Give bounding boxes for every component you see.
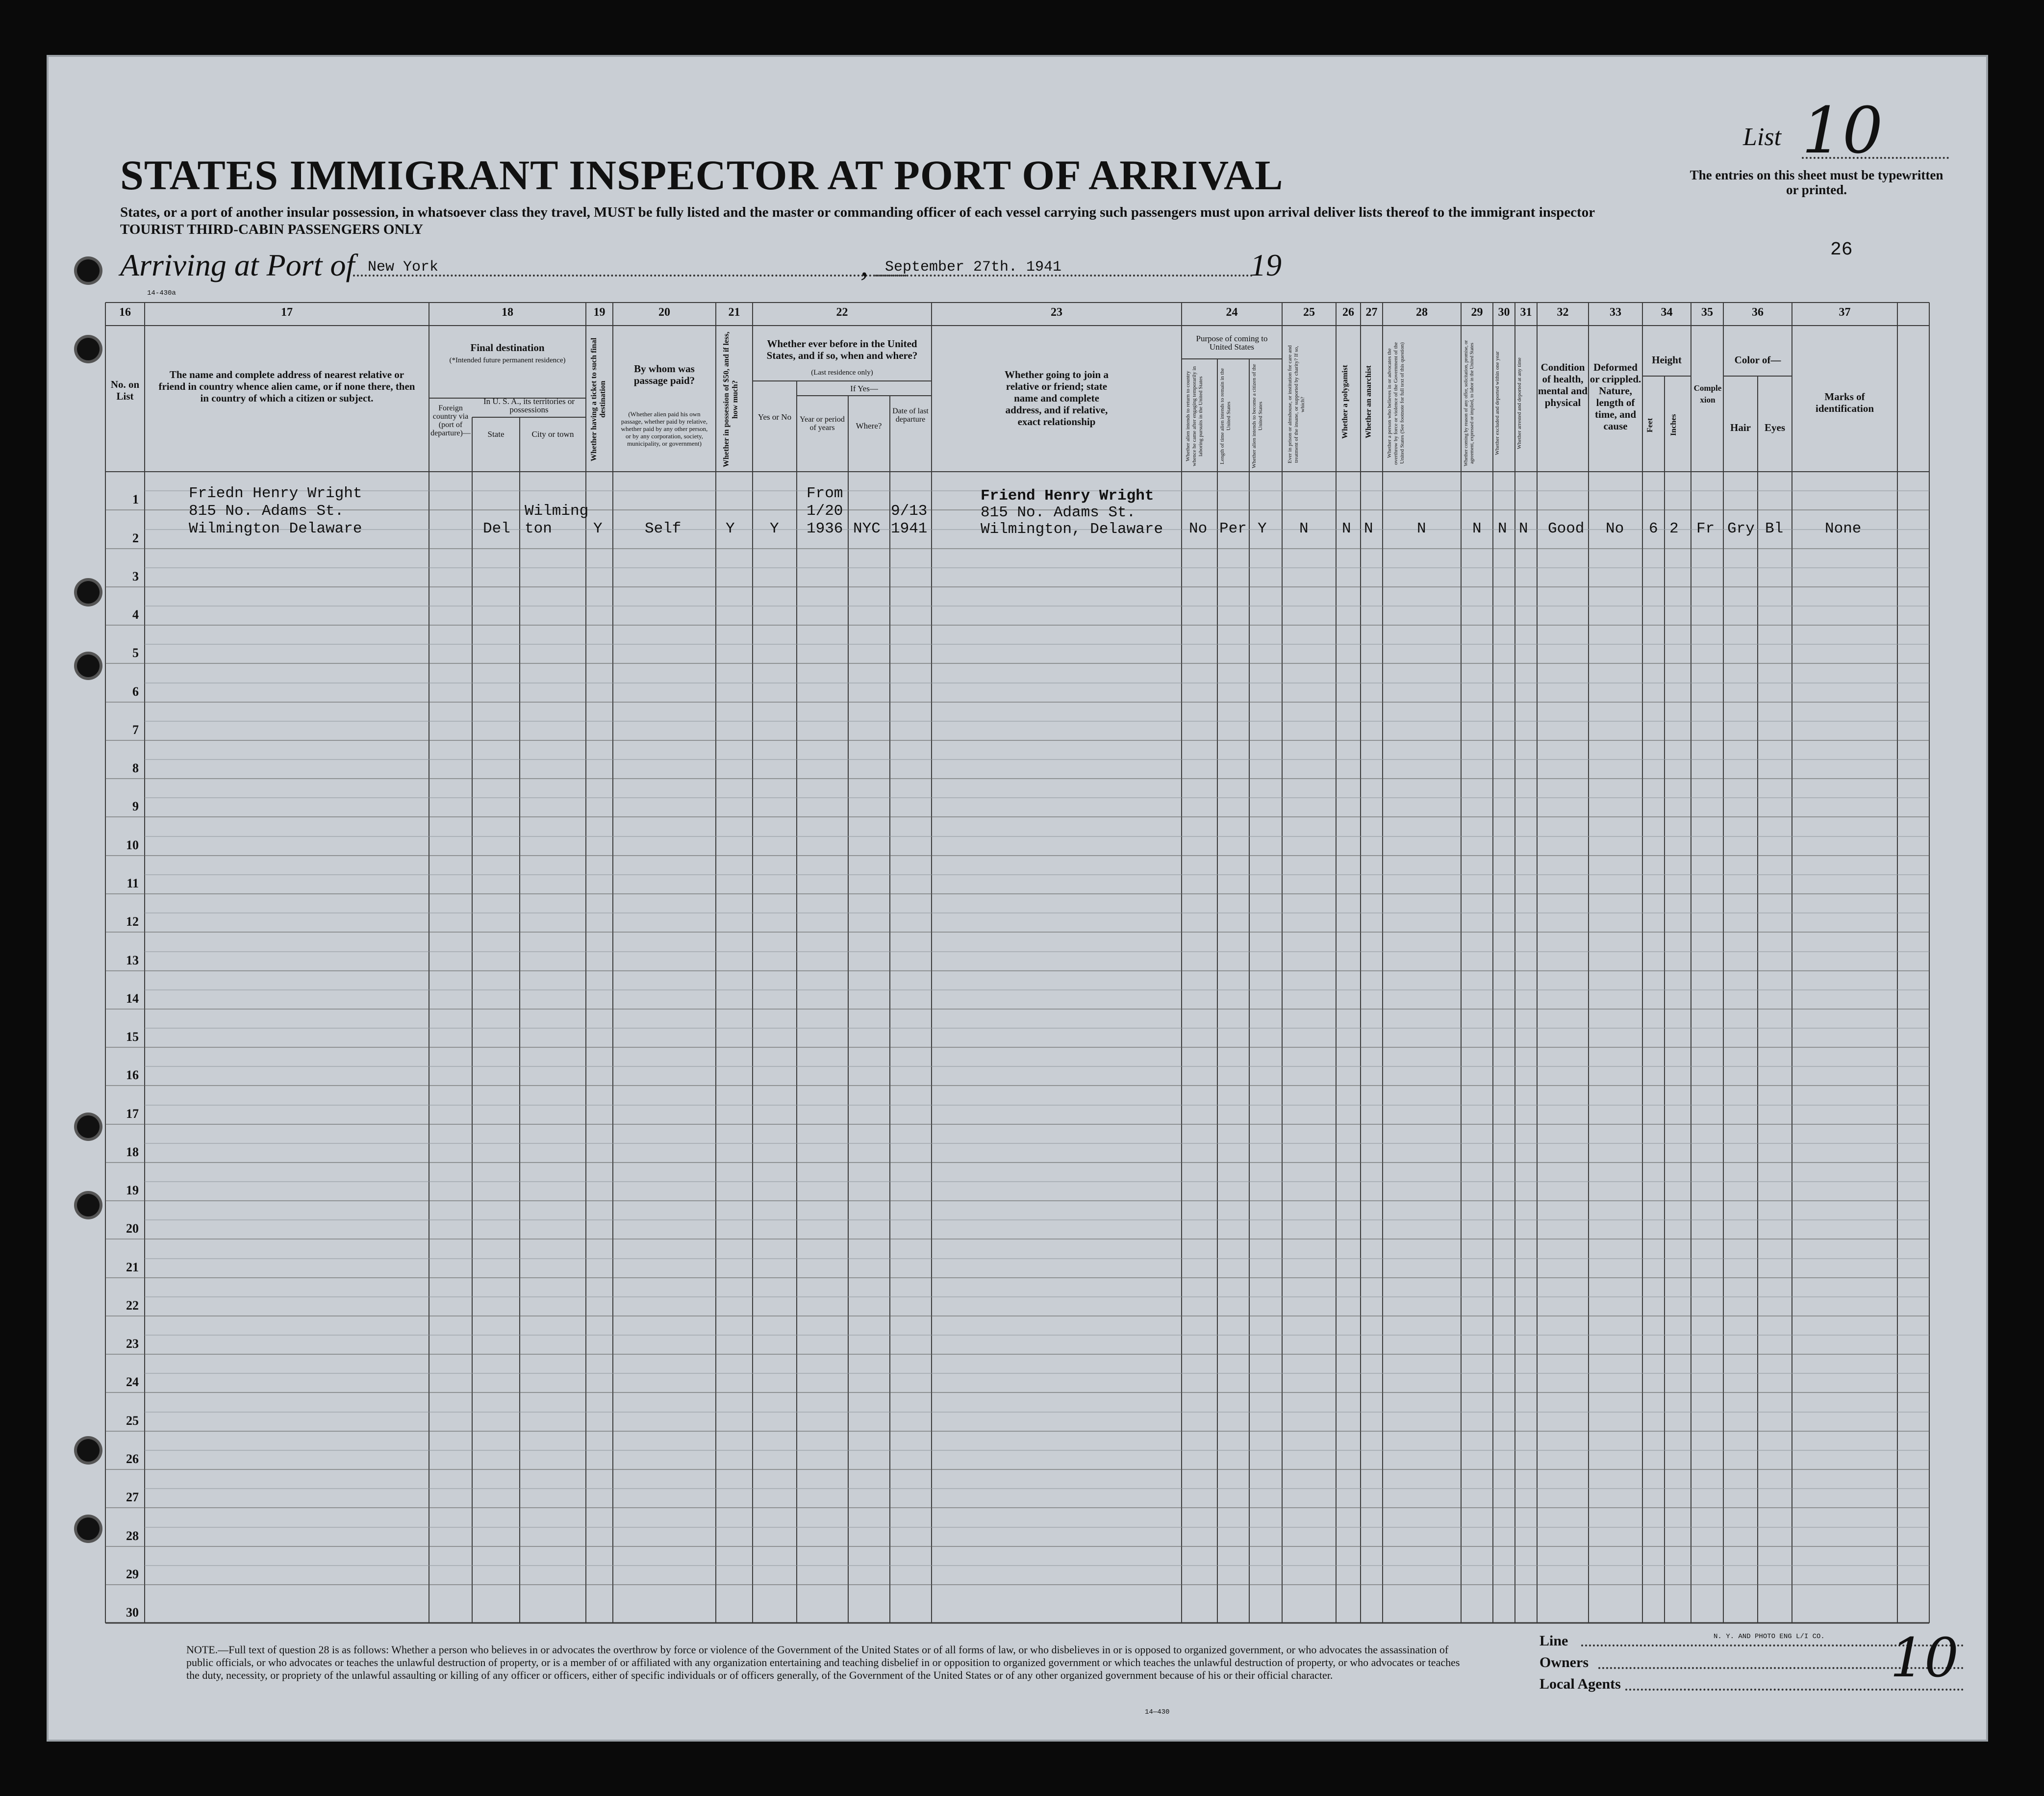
row-number: 11 (126, 876, 139, 890)
header-purpose-a: Whether alien intends to return to country whence he came after engaging temporarily in laboring pursuits in the United States (1185, 366, 1204, 467)
header-passage-paid-note: (Whether alien paid his own passage, whether paid by relative, whether paid by any other person, or by any corporation, society, municipality, or government) (621, 410, 708, 447)
footer-printer: N. Y. AND PHOTO ENG L/I CO. (1714, 1633, 1825, 1641)
header-eyes: Eyes (1765, 422, 1785, 433)
entry-1-q31: N (1519, 520, 1528, 537)
col-num-22: 22 (836, 306, 848, 319)
col-num-30: 30 (1498, 306, 1510, 319)
header-yes-or-no: Yes or No (757, 412, 792, 422)
port-value: New York (368, 259, 439, 276)
row-number: 17 (126, 1107, 139, 1121)
header-where: Where? (856, 421, 882, 430)
footnote-q28: NOTE.—Full text of question 28 is as follows: Whether a person who believes in or advocates the overthrow by force or violence of the Government of the United States or of all forms of law, or who disbelieves in or is opposed to organized government, or who advocates the assassination of public officials, or who advocates or teaches the unlawful destruction of property, or is a member of or affiliated with any organization entertaining and teaching disbelief in or opposition to organized government or which teaches the unlawful destruction of property, or who advocates or teaches the duty, necessity, or propriety of the unlawful assaulting or killing of any officer or officers, either of specific individuals or of officers generally, of the Government of the United States or of any other organized government because of his or their official character. (186, 1644, 1460, 1681)
row-number: 18 (126, 1145, 139, 1159)
col-num-24: 24 (1226, 306, 1238, 319)
header-q29: Whether coming by reason of any offer, solicitation, promise, or agreement, expressed or implied, to labor in the United States (1464, 340, 1475, 467)
entry-1-join-relative: Friend Henry Wright 815 No. Adams St. Wilmington, Delaware (981, 487, 1163, 538)
header-q28: Whether a person who believes in or advocates the overthrow by force or violence of the Government of the United States (See footnote for full text of this question) (1387, 342, 1405, 465)
header-polygamist: Whether a polygamist (1341, 365, 1349, 439)
row-number: 20 (126, 1221, 139, 1236)
header-deformed: Deformed or crippled. Nature, length of time, and cause (1590, 361, 1641, 432)
row-number: 6 (132, 684, 139, 699)
entry-1-inches: 2 (1669, 520, 1679, 537)
entry-1-fifty: Y (726, 520, 735, 537)
row-number: 10 (126, 838, 139, 852)
entry-1-departure: 9/13 1941 (891, 503, 928, 537)
entry-1-city: Wilming ton (525, 503, 589, 537)
handwritten-list-number: 10 (1890, 1626, 1959, 1689)
row-number: 8 (132, 761, 139, 775)
date-value: September 27th. 1941 (885, 259, 1062, 276)
entries-note: The entries on this sheet must be typewritten or printed. (1690, 168, 1943, 197)
header-if-yes: If Yes— (850, 384, 878, 393)
header-q31: Whether arrested and deported at any time (1516, 357, 1522, 449)
arriving-label: Arriving at Port of (120, 248, 355, 282)
header-purpose: Purpose of coming to United States (1196, 334, 1268, 352)
footer-owners-label: Owners (1539, 1654, 1589, 1670)
footer-agents-label: Local Agents (1539, 1676, 1621, 1692)
header-purpose-b: Length of time alien intends to remain in the United States (1219, 368, 1232, 465)
row-number: 22 (126, 1298, 139, 1313)
header-passage-paid: By whom was passage paid? (633, 363, 695, 386)
col-num-21: 21 (728, 306, 740, 319)
form-title: STATES IMMIGRANT INSPECTOR AT PORT OF ARRIVAL (120, 152, 1284, 199)
col-num-17: 17 (281, 306, 293, 319)
entry-1-condition: Good (1548, 520, 1585, 537)
header-ever-before: Whether ever before in the United States, and if so, when and where? (766, 338, 918, 361)
header-state: State (487, 430, 505, 439)
col-num-19: 19 (593, 306, 606, 319)
entry-1-state: Del (483, 520, 510, 537)
entry-1-q28: N (1417, 520, 1426, 537)
entry-1-ticket: Y (593, 520, 603, 537)
entry-1-purpose-c: Y (1258, 520, 1267, 537)
entry-1-relative: Friedn Henry Wright 815 No. Adams St. Wilmington Delaware (189, 485, 362, 537)
col-num-33: 33 (1610, 306, 1621, 319)
entry-1-polygamist: N (1342, 520, 1351, 537)
header-year-period: Year or period of years (800, 415, 845, 432)
page-number: 26 (1830, 239, 1853, 260)
row-number: 15 (126, 1030, 139, 1044)
entry-1-complexion: Fr (1696, 520, 1715, 537)
row-number: 7 (132, 723, 139, 737)
col-num-28: 28 (1416, 306, 1428, 319)
entry-1-anarchist: N (1364, 520, 1373, 537)
header-inches: Inches (1669, 414, 1678, 436)
header-marks: Marks of identification (1816, 391, 1874, 414)
col-num-31: 31 (1520, 306, 1532, 319)
header-final-destination: Final destination (470, 342, 545, 354)
header-fifty-dollars: Whether in possession of $50, and if less, how much? (722, 331, 739, 467)
header-feet: Feet (1646, 418, 1654, 432)
entry-1-eyes: Bl (1765, 520, 1784, 537)
header-foreign-country: Foreign country via (port of departure)— (430, 404, 471, 437)
entry-1-q29: N (1472, 520, 1482, 537)
header-purpose-c: Whether alien intends to become a citizen of the United States (1251, 364, 1263, 469)
header-no-on-list: No. on List (110, 379, 140, 402)
row-number: 16 (126, 1068, 139, 1082)
passenger-class: TOURIST THIRD-CABIN PASSENGERS ONLY (120, 222, 424, 237)
row-number: 19 (126, 1183, 139, 1197)
header-hair: Hair (1730, 422, 1751, 433)
header-in-usa: In U. S. A., its territories or possessions (483, 397, 575, 414)
header-condition: Condition of health, mental and physical (1538, 361, 1588, 408)
list-label: List (1743, 123, 1782, 151)
col-num-16: 16 (119, 306, 131, 319)
comma-1: , (860, 248, 868, 282)
row-number: 2 (132, 531, 139, 545)
year-prefix: 19 (1250, 248, 1282, 282)
entry-1-prison: N (1299, 520, 1309, 537)
header-final-destination-note: (*Intended future permanent residence) (449, 356, 566, 364)
entry-1-where: NYC (853, 520, 881, 537)
header-complexion: Complexion (1693, 383, 1722, 405)
header-city: City or town (531, 430, 574, 439)
col-num-26: 26 (1342, 306, 1354, 319)
col-num-37: 37 (1839, 306, 1851, 319)
row-number: 3 (132, 569, 139, 583)
col-num-20: 20 (658, 306, 670, 319)
row-number: 1 (132, 492, 139, 506)
form-instructions: States, or a port of another insular possession, in whatsoever class they travel, MUST be fully listed and the master or commanding officer of each vessel carrying such passengers must upon arrival deliver lists thereof to the immigrant inspector (120, 204, 1595, 220)
header-height: Height (1652, 354, 1682, 366)
header-ever-before-note: (Last residence only) (811, 369, 873, 377)
header-prison: Ever in prison or almshouse, or institution for care and treatment of the insane, or supported by charity? If so, which? (1287, 345, 1306, 464)
manifest-sheet (47, 55, 1988, 1742)
entry-1-period: From 1/20 1936 (807, 485, 843, 537)
row-number: 29 (126, 1567, 139, 1581)
row-number: 4 (132, 607, 139, 622)
header-date-last-departure: Date of last departure (892, 407, 929, 424)
row-number: 14 (126, 991, 139, 1006)
header-join-relative: Whether going to join a relative or friend; state name and complete address, and if relative, exact relationship (1005, 369, 1109, 428)
col-num-25: 25 (1303, 306, 1315, 319)
header-relative-friend: The name and complete address of nearest relative or friend in country whence alien came, or if none there, then in country of which a citizen or subject. (158, 369, 415, 404)
entry-1-marks: None (1825, 520, 1862, 537)
form-number: 14-430a (147, 289, 176, 297)
entry-1-ever-before: Y (770, 520, 779, 537)
header-q30: Whether excluded and deported within one year (1494, 351, 1500, 455)
row-number: 12 (126, 914, 139, 929)
col-num-32: 32 (1557, 306, 1569, 319)
entry-1-passage: Self (645, 520, 681, 537)
row-number: 25 (126, 1414, 139, 1428)
row-number: 23 (126, 1337, 139, 1351)
entry-1-hair: Gry (1727, 520, 1755, 537)
list-number: 10 (1802, 93, 1883, 168)
header-color-of: Color of— (1734, 354, 1781, 366)
col-num-29: 29 (1471, 306, 1483, 319)
header-ticket: Whether having a ticket to such final destination (590, 337, 607, 461)
col-num-36: 36 (1752, 306, 1764, 319)
entry-1-deformed: No (1606, 520, 1624, 537)
entry-1-purpose-b: Per (1219, 520, 1247, 537)
row-number: 5 (132, 646, 139, 660)
row-number: 27 (126, 1490, 139, 1504)
footer-line-label: Line (1539, 1633, 1568, 1649)
footer-form-code: 14—430 (1145, 1708, 1170, 1716)
col-num-23: 23 (1051, 306, 1062, 319)
header-anarchist: Whether an anarchist (1364, 365, 1373, 439)
row-number: 13 (126, 953, 139, 967)
row-number: 30 (126, 1605, 139, 1619)
row-number: 24 (126, 1375, 139, 1389)
row-number: 26 (126, 1452, 139, 1466)
row-number: 21 (126, 1260, 139, 1274)
entry-1-feet: 6 (1649, 520, 1658, 537)
entry-1-purpose-a: No (1189, 520, 1208, 537)
row-number: 9 (132, 799, 139, 813)
col-num-34: 34 (1661, 306, 1673, 319)
col-num-27: 27 (1365, 306, 1378, 319)
col-num-35: 35 (1701, 306, 1713, 319)
col-num-18: 18 (502, 306, 513, 319)
entry-1-q30: N (1498, 520, 1507, 537)
row-number: 28 (126, 1529, 139, 1543)
